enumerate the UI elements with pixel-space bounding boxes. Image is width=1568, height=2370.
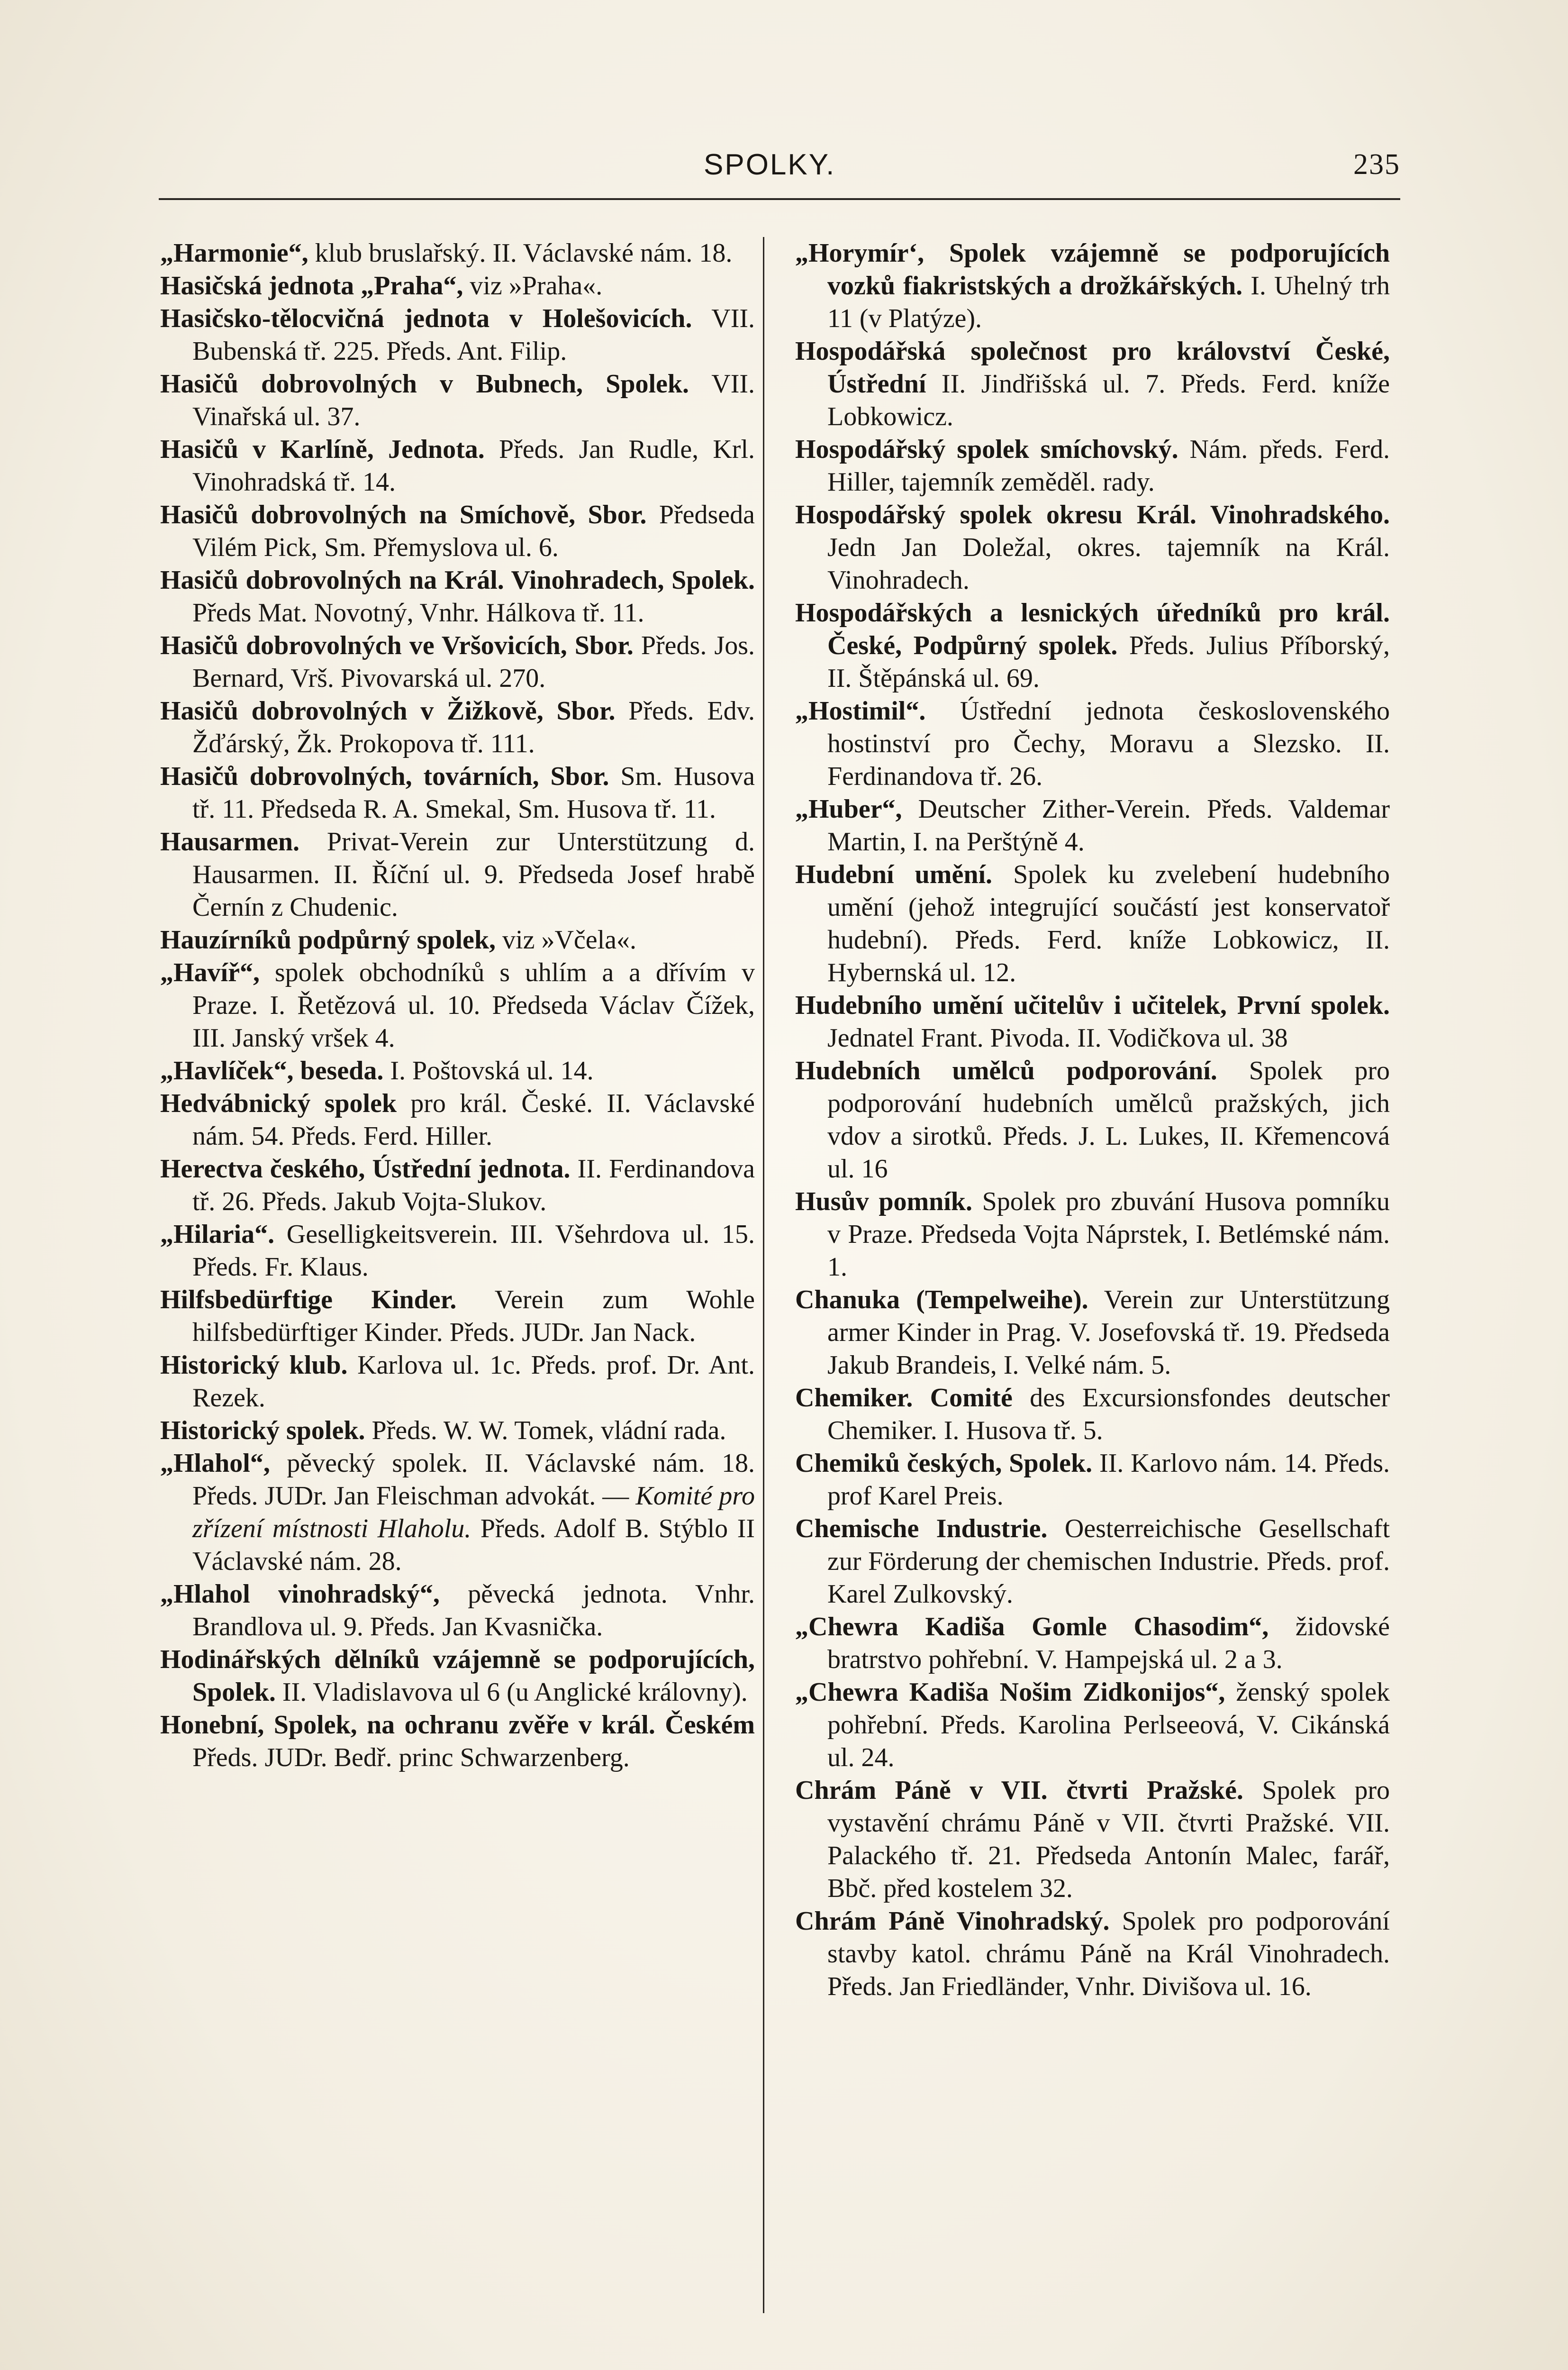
entry-heading: Chrám Páně Vinohradský. [795,1906,1110,1936]
directory-entry [160,1414,755,1447]
entry-text: Předs. JUDr. Bedř. princ Schwarzenberg. [192,1743,630,1772]
directory-entry [160,270,755,302]
entry-heading: „Chewra Kadiša Gomle Chasodim“, [795,1612,1269,1641]
entry-text: II. Vladislavova ul 6 (u Anglické královny). [275,1677,748,1707]
directory-entry [795,597,1390,695]
entry-text: klub bruslařský. II. Václavské nám. 18. [308,238,733,268]
entry-text: Privat-Verein zur Unterstützung d. Hausarmen. II. Říční ul. 9. Předseda Josef hrabě Černín z Chudenic. [192,827,755,922]
entry-text: pěvecký spolek. II. Václavské nám. 18. Předs. JUDr. Jan Fleischman advokát. — [192,1449,755,1511]
entry-heading: Honební, Spolek, na ochranu zvěře v král. Českém [160,1710,755,1740]
entry-heading: „Hlahol vinohradský“, [160,1579,440,1609]
directory-entry [795,858,1390,989]
directory-entry [795,499,1390,597]
entry-heading: Hedvábnický spolek [160,1089,397,1118]
entry-text: Deutscher Zither-Verein. Předs. Valdemar Martin, I. na Perštýně 4. [827,794,1390,857]
entry-text: Ústřední jednota československého hostinství pro Čechy, Moravu a Slezsko. II. Ferdinandova tř. 26. [827,696,1390,791]
directory-entry [795,1676,1390,1774]
directory-entry [160,1153,755,1218]
directory-entry [160,1218,755,1284]
running-title: SPOLKY. [704,148,836,181]
directory-entry [160,1447,755,1578]
directory-entry [160,368,755,433]
entry-text: Předs Mat. Novotný, Vnhr. Hálkova tř. 11. [192,598,644,628]
entry-text: I. Uhelný trh 11 (v Platýze). [827,271,1390,333]
entry-heading: Hasičů v Karlíně, Jednota. [160,435,485,464]
directory-entry [160,957,755,1055]
directory-entry [795,695,1390,793]
directory-entry [160,1055,755,1087]
entry-heading: Chemiků českých, Spolek. [795,1449,1093,1478]
entry-heading: Chemiker. Comité [795,1383,1013,1413]
right-column [795,237,1390,2003]
directory-entry [795,1284,1390,1382]
directory-entry [160,629,755,695]
directory-entry [795,1611,1390,1676]
directory-entry [795,1513,1390,1611]
directory-entry [160,1087,755,1153]
directory-entry [160,1578,755,1643]
entry-text: VII. Vinařská ul. 37. [192,369,755,431]
entry-text: Spolek ku zvelebení hudebního umění (jehož integrující součástí jest konservatoř hudební). Předs. Ferd. kníže Lobkowicz, II. Hybernská ul. 12. [827,860,1390,987]
column-divider [763,237,764,2313]
directory-entry [795,1774,1390,1905]
entry-text: Předseda Vilém Pick, Sm. Přemyslova ul. 6. [192,500,755,562]
entry-heading: Hospodářský spolek smíchovský. [795,435,1178,464]
entry-tail-text: Předs. Adolf B. Stýblo II Václavské nám. 28. [192,1514,755,1576]
directory-entry [795,433,1390,499]
entry-heading: Chanuka (Tempelweihe). [795,1285,1088,1314]
entry-text: Spolek pro podporování hudebních umělců pražských, jich vdov a sirotků. Předs. J. L. Lukes, II. Křemencová ul. 16 [827,1056,1390,1184]
entry-text: Verein zum Wohle hilfsbedürftiger Kinder. Předs. JUDr. Jan Nack. [192,1285,755,1347]
entry-text: Spolek pro vystavění chrámu Páně v VII. čtvrti Pražské. VII. Palackého tř. 21. Předseda Antonín Malec, farář, Bbč. před kostelem 32. [827,1776,1390,1903]
entry-heading: Hasičů dobrovolných na Smíchově, Sbor. [160,500,647,529]
directory-entry [160,1284,755,1349]
entry-text: Spolek pro podporování stavby katol. chrámu Páně na Král Vinohradech. Předs. Jan Friedländer, Vnhr. Divišova ul. 16. [827,1906,1390,2001]
entry-text: Jednatel Frant. Pivoda. II. Vodičkova ul. 38 [827,1023,1288,1053]
directory-entry [160,760,755,826]
entry-text: Předs. Jos. Bernard, Vrš. Pivovarská ul. 270. [192,631,755,693]
entry-heading: Hasičsko-tělocvičná jednota v Holešovicích. [160,304,692,333]
entry-heading: „Havíř“, [160,958,260,987]
entry-text: Spolek pro zbuvání Husova pomníku v Praze. Předseda Vojta Náprstek, I. Betlémské nám. 1. [827,1187,1390,1282]
entry-heading: „Harmonie“, [160,238,308,268]
entry-text: Předs. Jan Rudle, Krl. Vinohradská tř. 14. [192,435,755,497]
directory-entry [795,1447,1390,1513]
entry-heading: Hauzírníků podpůrný spolek, [160,925,496,955]
entry-text: Předs. W. W. Tomek, vládní rada. [365,1416,726,1445]
left-column [160,237,755,1774]
entry-heading: „Hostimil“. [795,696,926,726]
entry-heading: Hospodářská společnost pro království České, Ústřední [795,337,1390,399]
entry-text: II. Ferdinandova tř. 26. Předs. Jakub Vojta-Slukov. [192,1154,755,1216]
entry-italic-text: Komité pro zřízení místnosti Hlaholu. [192,1481,755,1543]
entry-text: des Excursionsfondes deutscher Chemiker. I. Husova tř. 5. [827,1383,1390,1445]
directory-entry [160,695,755,760]
entry-text: Karlova ul. 1c. Předs. prof. Dr. Ant. Rezek. [192,1350,755,1413]
entry-heading: Hudebních umělců podporování. [795,1056,1217,1085]
entry-text: Předs. Julius Příborský, II. Štěpánská ul. 69. [827,631,1390,693]
header-rule [159,198,1400,200]
page-number: 235 [1353,148,1400,181]
entry-heading: Hospodářský spolek okresu Král. Vinohradského. [795,500,1390,529]
directory-entry [160,564,755,629]
entry-text: Předs. Edv. Žďárský, Žk. Prokopova tř. 111. [192,696,755,758]
entry-text: ženský spolek pohřební. Předs. Karolina Perlseeová, V. Cikánská ul. 24. [827,1677,1390,1772]
directory-entry [795,989,1390,1055]
directory-entry [160,924,755,957]
entry-text: pěvecká jednota. Vnhr. Brandlova ul. 9. Předs. Jan Kvasnička. [192,1579,755,1641]
entry-text: viz »Včela«. [496,925,637,955]
entry-heading: Hasičů dobrovolných v Žižkově, Sbor. [160,696,616,726]
directory-entry [160,826,755,924]
directory-entry [160,302,755,368]
entry-text: spolek obchodníků s uhlím a a dřívím v Praze. I. Řetězová ul. 10. Předseda Václav Čížek, III. Janský vršek 4. [192,958,755,1053]
entry-text: Nám. předs. Ferd. Hiller, tajemník zeměděl. rady. [827,435,1390,497]
entry-text: viz »Praha«. [463,271,603,301]
entry-heading: Historický klub. [160,1350,348,1380]
entry-heading: „Huber“, [795,794,902,824]
entry-heading: „Horymír‘, Spolek vzájemně se podporujících vozků fiakristských a drožkářských. [795,238,1390,301]
entry-text: pro král. České. II. Václavské nám. 54. Předs. Ferd. Hiller. [192,1089,755,1151]
directory-entry [795,1185,1390,1284]
entry-text: II. Karlovo nám. 14. Předs. prof Karel Preis. [827,1449,1390,1511]
entry-heading: Hasičská jednota „Praha“, [160,271,463,301]
entry-heading: Hausarmen. [160,827,299,857]
entry-text: II. Jindřišská ul. 7. Předs. Ferd. kníže Lobkowicz. [827,369,1390,431]
directory-entry [160,499,755,564]
directory-entry [795,335,1390,433]
entry-text: židovské bratrstvo pohřební. V. Hampejská ul. 2 a 3. [827,1612,1390,1674]
directory-entry [160,1709,755,1774]
entry-heading: Hasičů dobrovolných ve Vršovicích, Sbor. [160,631,634,660]
entry-heading: Hudební umění. [795,860,993,889]
entry-heading: „Chewra Kadiša Nošim Zidkonijos“, [795,1677,1225,1707]
entry-text: Geselligkeitsverein. III. Všehrdova ul. 15. Předs. Fr. Klaus. [192,1220,755,1282]
entry-text: Sm. Husova tř. 11. Předseda R. A. Smekal, Sm. Husova tř. 11. [192,762,755,824]
entry-heading: Hospodářských a lesnických úředníků pro král. České, Podpůrný spolek. [795,598,1390,660]
directory-entry [795,1382,1390,1447]
entry-heading: Hasičů dobrovolných v Bubnech, Spolek. [160,369,689,399]
entry-heading: „Havlíček“, beseda. [160,1056,384,1085]
entry-text: Jedn Jan Doležal, okres. tajemník na Král. Vinohradech. [827,533,1390,595]
directory-entry [795,793,1390,858]
entry-heading: „Hilaria“. [160,1220,275,1249]
entry-heading: Hilfsbedürftige Kinder. [160,1285,457,1314]
directory-entry [795,237,1390,335]
directory-entry [160,433,755,499]
entry-heading: Herectva českého, Ústřední jednota. [160,1154,571,1184]
entry-text: I. Poštovská ul. 14. [383,1056,594,1085]
page-header [159,148,1400,200]
entry-text: Oesterreichische Gesellschaft zur Förderung der chemischen Industrie. Předs. prof. Karel Zulkovský. [827,1514,1390,1609]
directory-entry [160,1349,755,1414]
entry-heading: Chrám Páně v VII. čtvrti Pražské. [795,1776,1243,1805]
entry-heading: Hasičů dobrovolných, továrních, Sbor. [160,762,609,791]
entry-heading: Hodinářských dělníků vzájemně se podporujících, Spolek. [160,1645,755,1707]
entry-text: Verein zur Unterstützung armer Kinder in Prag. V. Josefovská tř. 19. Předseda Jakub Brandeis, I. Velké nám. 5. [827,1285,1390,1380]
entry-heading: Hasičů dobrovolných na Král. Vinohradech, Spolek. [160,565,755,595]
entry-heading: Historický spolek. [160,1416,365,1445]
entry-heading: „Hlahol“, [160,1449,270,1478]
directory-entry [160,237,755,270]
entry-text: VII. Bubenská tř. 225. Předs. Ant. Filip. [192,304,755,366]
entry-heading: Husův pomník. [795,1187,972,1216]
directory-entry [795,1905,1390,2003]
entry-heading: Chemische Industrie. [795,1514,1048,1543]
directory-entry [160,1643,755,1709]
entry-heading: Hudebního umění učitelův i učitelek, První spolek. [795,991,1390,1020]
directory-entry [795,1055,1390,1185]
